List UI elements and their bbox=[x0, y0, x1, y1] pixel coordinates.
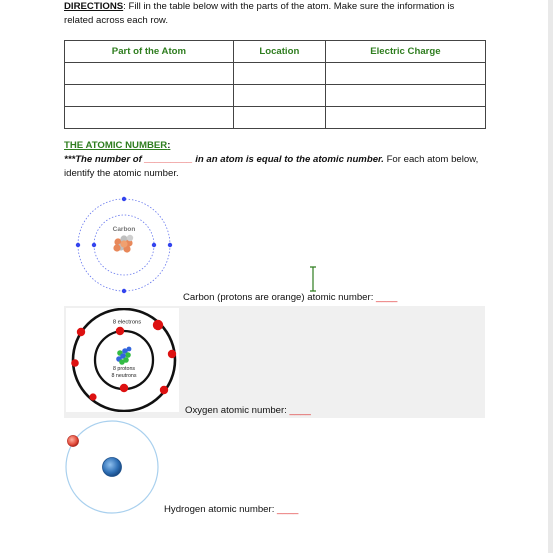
atomic-number-statement bbox=[64, 153, 484, 180]
table-cell[interactable] bbox=[325, 85, 485, 107]
header-location: Location bbox=[233, 41, 325, 63]
carbon-atom-diagram bbox=[72, 196, 176, 296]
oxygen-neutrons-label: 8 neutrons bbox=[111, 373, 137, 379]
carbon-nucleus bbox=[113, 235, 133, 253]
hydrogen-nucleus bbox=[103, 458, 122, 477]
oxygen-atom-diagram bbox=[66, 308, 179, 412]
table-row bbox=[65, 85, 486, 107]
carbon-question bbox=[183, 292, 397, 303]
table-row bbox=[65, 107, 486, 129]
header-part-of-atom: Part of the Atom bbox=[65, 41, 234, 63]
statement-instruction: For each atom below, identify the atomic number. bbox=[64, 154, 479, 179]
table-cell[interactable] bbox=[325, 63, 485, 85]
table-row bbox=[65, 63, 486, 85]
table-cell[interactable] bbox=[233, 63, 325, 85]
table-cell[interactable] bbox=[325, 107, 485, 129]
statement-part-a: ***The number of bbox=[64, 154, 145, 165]
hydrogen-question bbox=[164, 504, 298, 515]
hydrogen-question-text: Hydrogen atomic number: bbox=[164, 504, 278, 515]
carbon-figure-label: Carbon bbox=[112, 226, 136, 233]
table-cell[interactable] bbox=[233, 107, 325, 129]
oxygen-nucleus bbox=[116, 347, 131, 365]
table-cell[interactable] bbox=[65, 107, 234, 129]
carbon-answer-blank[interactable]: ____ bbox=[376, 292, 398, 303]
table-cell[interactable] bbox=[65, 63, 234, 85]
hydrogen-electron bbox=[67, 435, 78, 446]
text-cursor-icon bbox=[308, 266, 318, 292]
oxygen-question-text: Oxygen atomic number: bbox=[185, 405, 290, 416]
hydrogen-atom-diagram bbox=[64, 418, 162, 516]
directions-text: : Fill in the table below with the parts of the atom. Make sure the information is related across each row. bbox=[64, 1, 455, 26]
hydrogen-answer-blank[interactable]: ____ bbox=[277, 504, 299, 515]
directions bbox=[64, 0, 484, 28]
page-right-margin bbox=[548, 0, 553, 553]
atom-parts-table bbox=[64, 40, 486, 129]
header-electric-charge: Electric Charge bbox=[325, 41, 485, 63]
table-cell[interactable] bbox=[233, 85, 325, 107]
oxygen-electrons-label: 8 electrons bbox=[112, 319, 142, 326]
directions-label: DIRECTIONS bbox=[64, 1, 124, 12]
oxygen-question bbox=[185, 405, 311, 416]
statement-blank[interactable]: _________ bbox=[144, 154, 193, 165]
oxygen-answer-blank[interactable]: ____ bbox=[289, 405, 311, 416]
atomic-number-heading-colon: : bbox=[167, 140, 171, 151]
table-cell[interactable] bbox=[65, 85, 234, 107]
statement-part-b: in an atom is equal to the atomic number. bbox=[192, 154, 384, 165]
atomic-number-heading bbox=[64, 140, 170, 151]
table-header-row bbox=[65, 41, 486, 63]
atomic-number-heading-text: THE ATOMIC NUMBER bbox=[64, 140, 168, 151]
carbon-question-text: Carbon (protons are orange) atomic number: bbox=[183, 292, 377, 303]
oxygen-protons-label: 8 protons bbox=[112, 366, 136, 372]
